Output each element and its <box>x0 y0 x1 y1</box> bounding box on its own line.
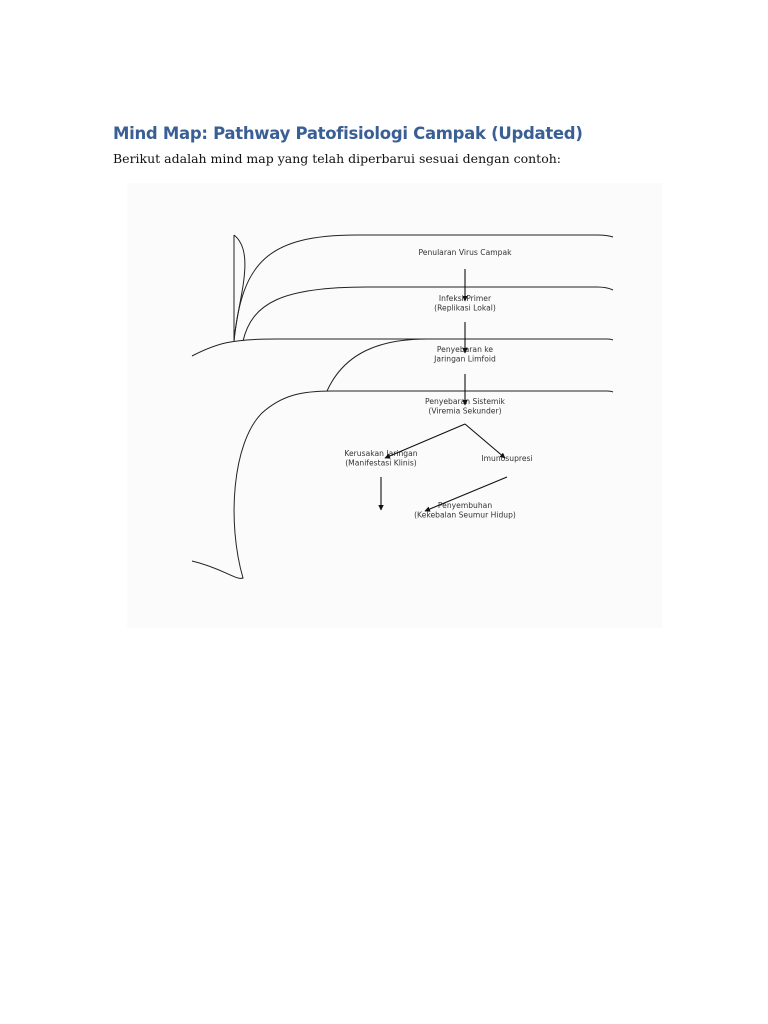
mind-map-diagram <box>127 183 662 628</box>
node-label: Jaringan Limfoid <box>434 354 496 364</box>
node-label: (Viremia Sekunder) <box>428 406 502 416</box>
page-title: Mind Map: Pathway Patofisiologi Campak (Updated) <box>113 124 583 143</box>
background-curves <box>192 235 613 578</box>
node-label: (Kekebalan Seumur Hidup) <box>414 510 516 520</box>
intro-paragraph: Berikut adalah mind map yang telah diperbarui sesuai dengan contoh: <box>113 151 561 166</box>
node-label: Imunosupresi <box>481 454 533 463</box>
node-kerusakan <box>344 449 417 468</box>
node-sembuh <box>414 501 516 520</box>
node-label: Infeksi Primer <box>438 294 492 303</box>
node-label: Kerusakan Jaringan <box>344 449 418 458</box>
node-label: (Manifestasi Klinis) <box>345 458 417 468</box>
node-label: Penyebaran ke <box>436 345 494 354</box>
edge-arrow <box>465 424 505 458</box>
node-imuno <box>481 454 532 463</box>
node-penularan <box>418 248 512 257</box>
node-label: (Replikasi Lokal) <box>434 303 496 313</box>
edge-arrow <box>385 424 465 458</box>
mind-map-figure <box>127 183 662 628</box>
node-label: Penyebaran Sistemik <box>425 397 505 406</box>
node-label: Penyembuhan <box>437 501 493 510</box>
node-label: Penularan Virus Campak <box>418 248 512 257</box>
